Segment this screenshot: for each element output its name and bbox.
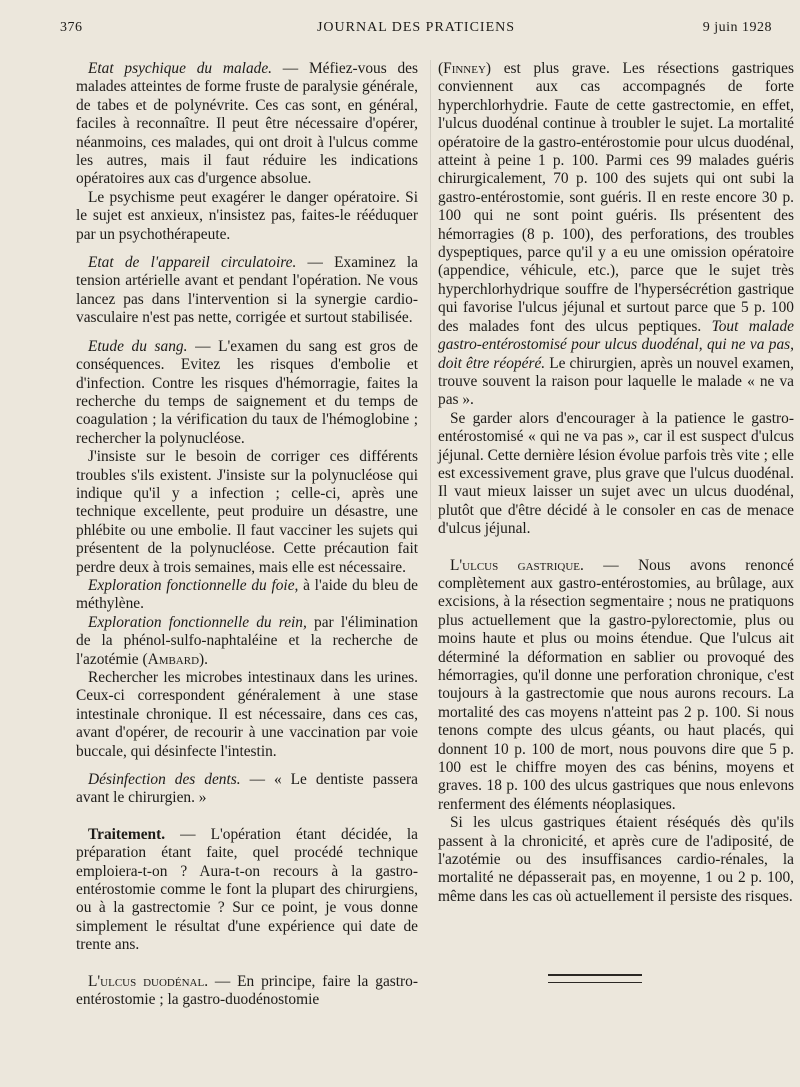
paragraph-appareil-circulatoire <box>76 254 418 328</box>
paragraph-polynucleose <box>76 448 418 577</box>
page-header <box>60 20 772 42</box>
paragraph-text: — Méfiez-vous des malades atteintes de forme fruste de paralysie générale, de tabes et de polynévrite. Ces cas sont, en général, faciles à reconnaître. Il peut être nécessaire d'opérer, néanmoins, ces malades, qui ont droit à l'ulcus comme les autres, mais il faut réduire les indications opératoires aux cas d'urgence absolue. <box>76 60 419 188</box>
paragraph-microbes <box>76 669 418 761</box>
paragraph-traitement <box>76 826 418 955</box>
paragraph-psychisme <box>76 189 418 244</box>
section-title: Exploration fonctionnelle du rein, <box>88 613 307 631</box>
section-title: Etat de l'appareil circulatoire. <box>88 254 297 272</box>
journal-title: JOURNAL DES PRATICIENS <box>316 20 516 35</box>
paragraph-desinfection-dents <box>76 771 418 808</box>
author-name: Ambard <box>147 650 200 668</box>
emphasis-text: Tout malade gastro-entérostomisé pour ulcus duodénal, qui ne va pas, doit être réopéré. <box>438 317 795 372</box>
paragraph-text: ). <box>199 650 209 668</box>
right-column <box>438 60 794 906</box>
paragraph-text: — Nous avons renoncé complètement aux gastro-entérostomies, au brûlage, aux excisions, à la résection segmentaire ; nous ne pratiquons plus actuellement que la gastro-pylorectomie, plus ou moins haute et plus ou moins étendue. Que l'ulcus ait déterminé la déformation en sablier ou provoqué des hémorragies, qu'il donne une perforation chronique, c'est toujours à la gastrectomie que nous aurons recours. La mortalité des cas moyens n'atteint pas 2 p. 100. Si nous tenons compte des ulcus géants, ou haut placés, qui donnent 10 p. 100 de mort, nous pouvons dire que 5 p. 100 est le chiffre moyen des cas bénins, moyens et graves. 18 p. 100 des ulcus gastriques que nous enlevons renferment des éléments néoplasiques. <box>438 556 795 813</box>
end-ornament-rule <box>548 974 642 983</box>
section-title: L'ulcus gastrique. <box>450 556 584 574</box>
paragraph-text: Le psychisme peut exagérer le danger opératoire. Si le sujet est anxieux, n'insistez pas, faites-le rééduquer par un psychothérapeute. <box>76 188 418 243</box>
section-title: Traitement. <box>88 825 166 843</box>
paragraph-text: Rechercher les microbes intestinaux dans les urines. Ceux-ci correspondent généralement à une stase intestinale chronique. Il est nécessaire, dans ces cas, avant d'opérer, de recourir à une vaccination par voie buccale, qui désinfecte l'intestin. <box>76 669 418 760</box>
paragraph-finney <box>438 60 794 410</box>
paragraph-text: — « Le dentiste passera avant le chirurgien. » <box>76 771 418 807</box>
paragraph-text: Le chirurgien, après un nouvel examen, trouve souvent la raison pour laquelle le malade « ne va pas ». <box>438 354 794 409</box>
paragraph-text: — L'examen du sang est gros de conséquences. Evitez les risques d'embolie et d'infection. Contre les risques d'hémorragie, faites la recherche du temps de saignement et du temps de coagulation ; la vérification du taux de l'hémoglobine ; rechercher la polynucléose. <box>76 337 418 447</box>
section-title: Etat psychique du malade. <box>88 60 273 77</box>
paragraph-chronicite <box>438 814 794 906</box>
paragraph-text: Si les ulcus gastriques étaient réséqués dès qu'ils passent à la chronicité, et après cure de l'adiposité, de l'azotémie ou des insuffisances cardio-rénales, la mortalité ne dépasserait pas, en moyenne, 1 ou 2 p. 100, même dans les cas où actuellement il persiste des risques. <box>438 814 794 905</box>
paragraph-text: par l'élimination de la phénol-sulfo-naphtaléine et la recherche de l'azotémie ( <box>76 613 418 668</box>
paragraph-patience <box>438 410 794 539</box>
section-title: Désinfection des dents. <box>88 771 241 789</box>
paragraph-ulcus-gastrique <box>438 557 794 815</box>
paragraph-text: à l'aide du bleu de méthylène. <box>76 576 418 613</box>
section-title: Etude du sang. <box>88 337 188 355</box>
left-column <box>76 60 418 1010</box>
paragraph-exploration-rein <box>76 614 418 669</box>
page-number: 376 <box>60 20 83 35</box>
section-title: L'ulcus duodénal. <box>88 972 209 990</box>
paragraph-text: Se garder alors d'encourager à la patience le gastro-entérostomisé « qui ne va pas », car il est suspect d'ulcus jéjunal. Cette dernière lésion évolue parfois très vite ; elle est excessivement grave, plus grave que l'ulcus duodénal. Il vaut mieux laisser un sujet avec un ulcus duodénal, plutôt que d'être décidé à le consoler en cas de menace d'ulcus jéjunal. <box>438 409 794 538</box>
paragraph-etude-sang <box>76 338 418 448</box>
paragraph-text: — L'opération étant décidée, la préparation étant faite, quel procédé technique emploiera-t-on ? Aura-t-on recours à la gastro-entérostomie comme le font la plupart des chirurgiens, ou à la gastrectomie ? Sur ce point, je vous donne simplement le résultat d'une expérience qui date de trente ans. <box>76 825 418 954</box>
paragraph-ulcus-duodenal <box>76 973 418 1010</box>
paragraph-text: ( <box>438 60 444 77</box>
section-title: Exploration fonctionnelle du foie, <box>88 576 299 594</box>
author-name: Finney <box>443 60 486 77</box>
paragraph-text: — Examinez la tension artérielle avant et pendant l'opération. Ne vous lancez pas dans l'intervention si la synergie cardio-vasculaire n'est pas nette, corrigée et surtout stabilisée. <box>76 254 418 327</box>
paragraph-text: J'insiste sur le besoin de corriger ces différents troubles s'ils existent. J'insiste sur la polynucléose qui indique qu'il y a infection ; celle-ci, après une technique excellente, peut produire un désastre, une phlébite ou une embolie. Il faut vacciner les sujets qui présentent de la polynucléose. Cette précaution fait perdre deux à trois semaines, mais elle est nécessaire. <box>76 448 418 576</box>
paragraph-etat-psychique <box>76 60 418 189</box>
issue-date: 9 juin 1928 <box>702 20 772 35</box>
paragraph-text: — En principe, faire la gastro-entérostomie ; la gastro-duodénostomie <box>76 972 418 1009</box>
paragraph-text: ) est plus grave. Les résections gastriques conviennent aux cas accompagnés de forte hyperchlorhydrie. Faute de cette gastrectomie, en effet, l'ulcus duodénal continue à troubler le sujet. La mortalité opératoire de la gastro-entérostomie pour ulcus duodénal, atteint à peine 1 p. 100. Parmi ces 99 malades guéris chirurgicalement, 70 p. 100 des sujets qui ont subi la gastro-entérostomie, sont guéris. Il en reste encore 30 p. 100 qui ne sont point guéris. Ils présentent des hémorragies (8 p. 100), des perforations, des troubles dyspeptiques, parce qu'il y a eu une omission opératoire (appendice, véhicule, etc.), parce que le sujet très hyperchlorhydrique souffre de l'hypersécrétion gastrique qui favorise l'ulcus jéjunal et surtout parce que 5 p. 100 des malades font des ulcus peptiques. <box>438 60 794 335</box>
paragraph-exploration-foie <box>76 577 418 614</box>
column-divider <box>430 60 431 520</box>
